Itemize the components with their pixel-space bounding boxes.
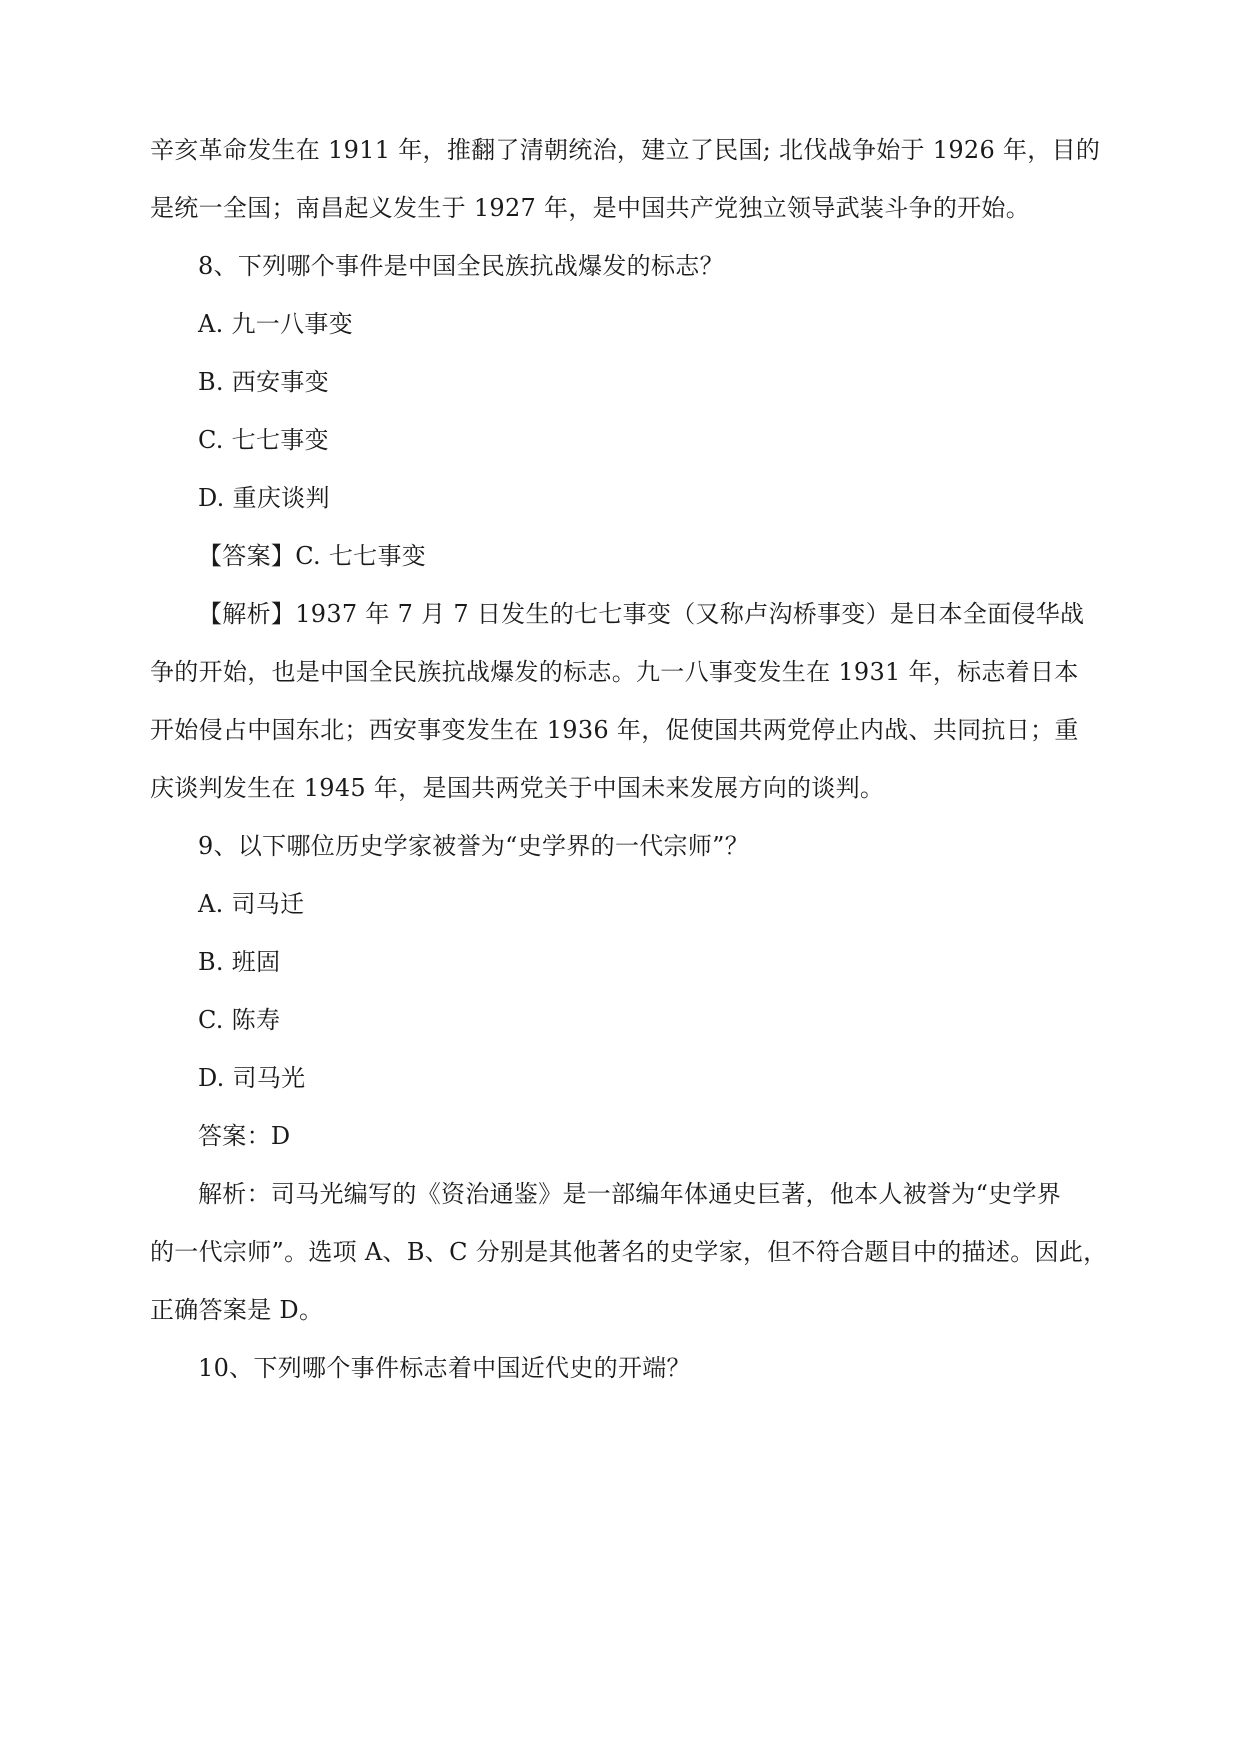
q8-option-c: C. 七七事变 (198, 426, 329, 454)
q8-option-d: D. 重庆谈判 (198, 484, 330, 512)
q9-answer: 答案：D (198, 1122, 291, 1150)
q8-explanation-line: 庆谈判发生在 1945 年，是国共两党关于中国未来发展方向的谈判。 (150, 774, 885, 802)
paragraph-line: 是统一全国；南昌起义发生于 1927 年，是中国共产党独立领导武装斗争的开始。 (150, 194, 1031, 222)
question-8: 8、下列哪个事件是中国全民族抗战爆发的标志？ (198, 252, 724, 280)
paragraph-line: 辛亥革命发生在 1911 年，推翻了清朝统治，建立了民国; 北伐战争始于 1926 年，目的 (150, 136, 1101, 164)
q8-explanation-line: 争的开始，也是中国全民族抗战爆发的标志。九一八事变发生在 1931 年，标志着日本 (150, 658, 1079, 686)
q9-option-d: D. 司马光 (198, 1064, 306, 1092)
q9-explanation-line: 正确答案是 D。 (150, 1296, 324, 1324)
q9-option-b: B. 班固 (198, 948, 281, 976)
q9-option-c: C. 陈寿 (198, 1006, 281, 1034)
q8-answer: 【答案】C. 七七事变 (198, 542, 427, 570)
q8-option-a: A. 九一八事变 (198, 310, 353, 338)
q9-option-a: A. 司马迁 (198, 890, 305, 918)
question-10: 10、下列哪个事件标志着中国近代史的开端？ (198, 1354, 691, 1382)
q9-explanation-line: 的一代宗师”。选项 A、B、C 分别是其他著名的史学家，但不符合题目中的描述。因此， (150, 1238, 1108, 1266)
question-9: 9、以下哪位历史学家被誉为“史学界的一代宗师”？ (198, 832, 750, 860)
q8-explanation-line: 【解析】1937 年 7 月 7 日发生的七七事变（又称卢沟桥事变）是日本全面侵华战 (198, 600, 1085, 628)
q9-explanation-line: 解析：司马光编写的《资治通鉴》是一部编年体通史巨著，他本人被誉为“史学界 (198, 1180, 1062, 1208)
q8-option-b: B. 西安事变 (198, 368, 329, 396)
q8-explanation-line: 开始侵占中国东北；西安事变发生在 1936 年，促使国共两党停止内战、共同抗日；重 (150, 716, 1079, 744)
